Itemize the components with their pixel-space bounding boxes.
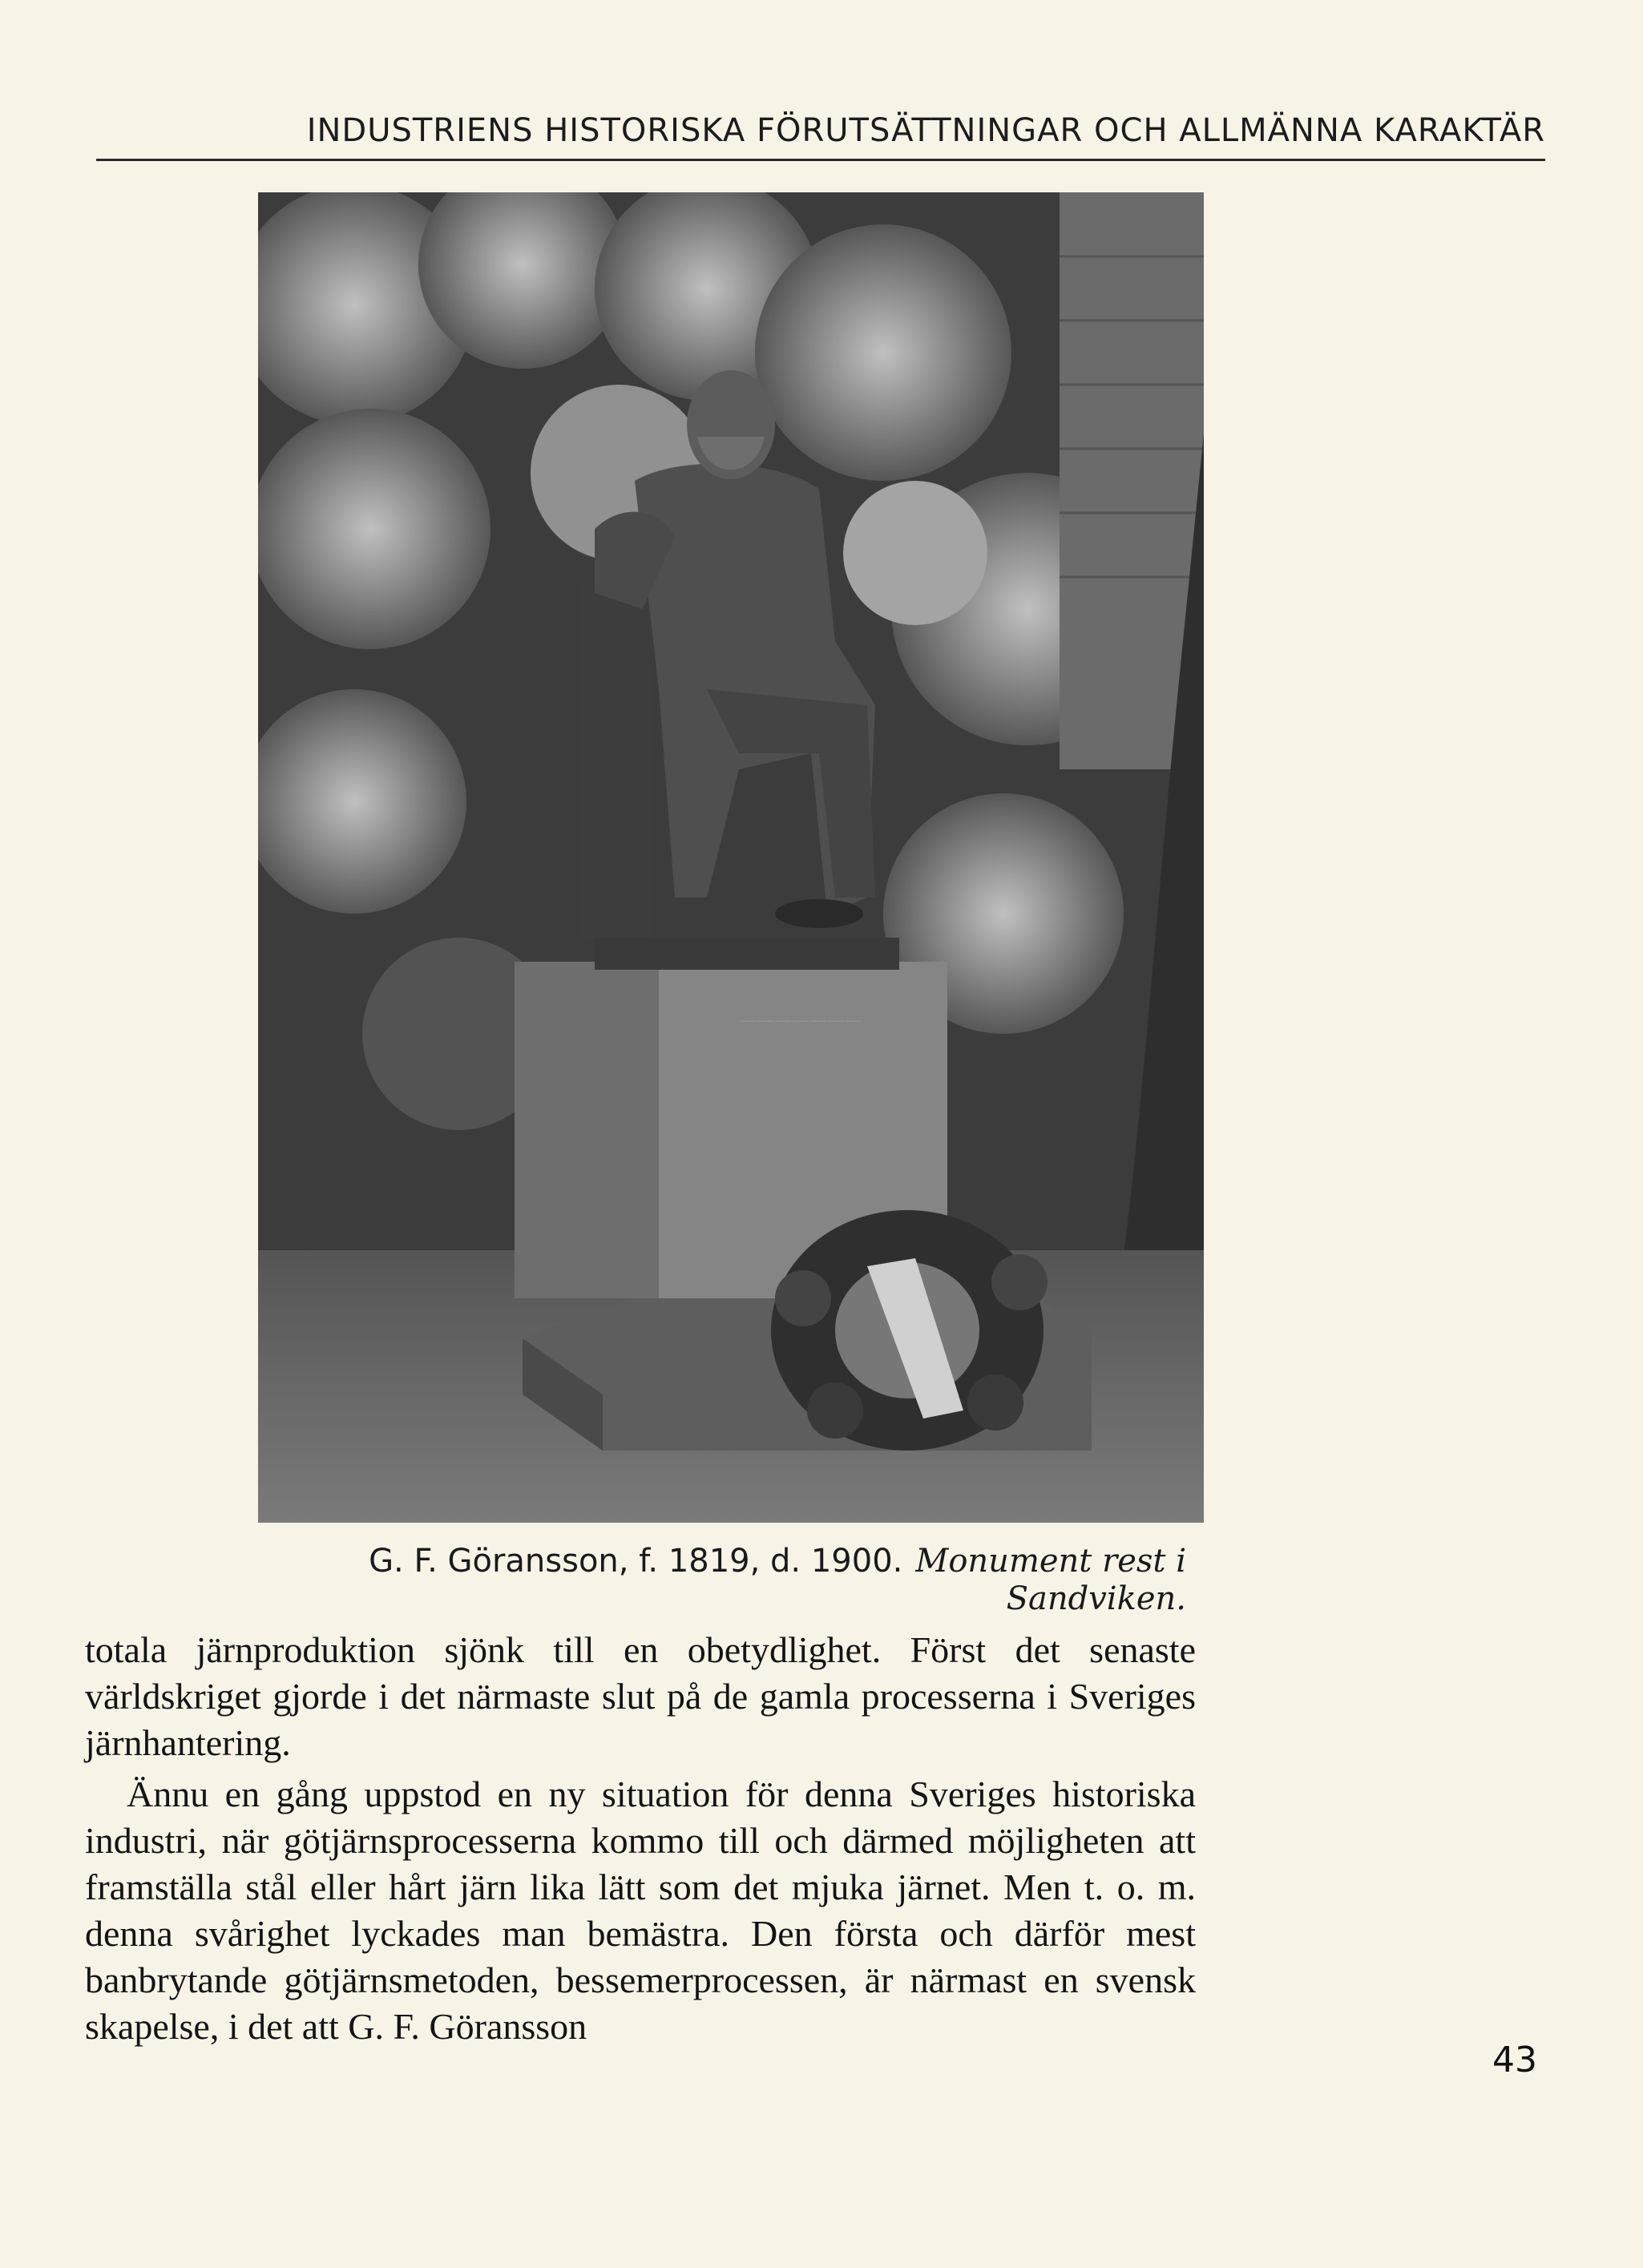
body-text — [85, 1627, 1196, 2050]
paragraph: totala järnproduktion sjönk till en obetydlighet. Först det senaste världskriget gjorde i det närmaste slut på de gamla processerna i Sveriges järnhantering. — [85, 1629, 1196, 1763]
pedestal-inscription: ——————— — [739, 1011, 862, 1031]
monument-photo-graphic — [258, 192, 1204, 1523]
monument-photo — [258, 192, 1204, 1523]
caption-italic: Monument rest i Sandviken. — [915, 1543, 1186, 1617]
paragraph: Ännu en gång uppstod en ny situation för denna Sveriges historiska industri, när götjärnsprocesserna kommo till och därmed möjligheten att framställa stål eller hårt järn lika lätt som det mjuka järnet. Men t. o. m. denna svårighet lyckades man bemästra. Den första och därför mest banbrytande götjärnsmetoden, bessemerprocessen, är närmast en svensk skapelse, i det att G. F. Göransson — [85, 1774, 1196, 2047]
running-head: INDUSTRIENS HISTORISKA FÖRUTSÄTTNINGAR OCH ALLMÄNNA KARAKTÄR — [306, 112, 1545, 149]
header-rule — [96, 159, 1545, 161]
caption-text: G. F. Göransson, f. 1819, d. 1900. — [369, 1543, 903, 1580]
page-number: 43 — [1492, 2040, 1537, 2080]
photo-caption — [240, 1542, 1186, 1617]
